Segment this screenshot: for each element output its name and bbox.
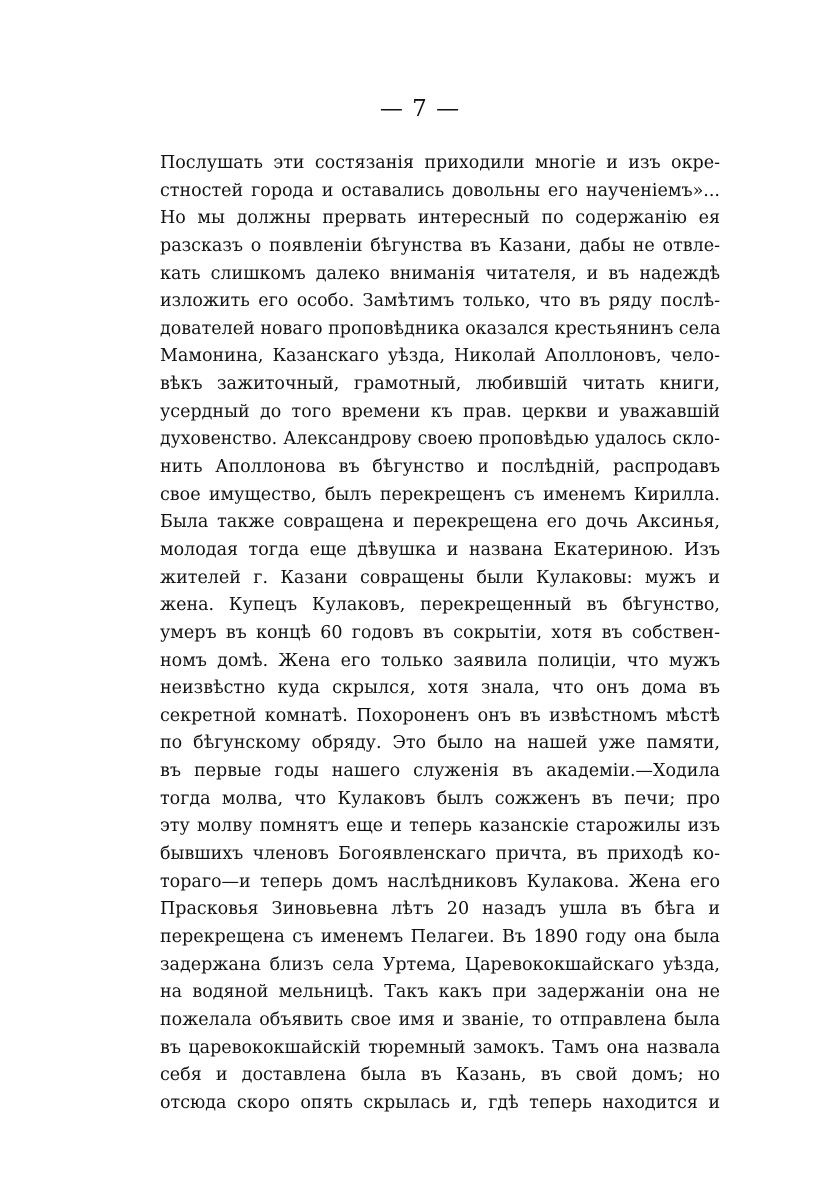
text-line: тогда молва, что Кулаковъ былъ сожженъ въ печи; про <box>160 788 720 809</box>
body-text <box>160 150 720 1117</box>
text-line: свое имущество, былъ перекрещенъ съ именемъ Кирилла. <box>160 484 720 505</box>
text-line: Была также совращена и перекрещена его дочь Аксинья, <box>160 512 720 533</box>
text-line: разсказъ о появленіи бѣгунства въ Казани, дабы не отвле- <box>160 235 720 256</box>
text-line: Прасковья Зиновьевна лѣтъ 20 назадъ ушла въ бѣга и <box>160 899 720 920</box>
text-line: перекрещена съ именемъ Пелагеи. Въ 1890 году она была <box>160 926 720 947</box>
text-line: нить Аполлонова въ бѣгунство и послѣдній, распродавъ <box>160 457 720 478</box>
text-line: въ первые годы нашего служенія въ академіи.—Ходила <box>160 761 720 782</box>
text-line: молодая тогда еще дѣвушка и названа Екатериною. Изъ <box>160 539 720 560</box>
page-number: — 7 — <box>379 96 461 122</box>
text-line: изложить его особо. Замѣтимъ только, что въ ряду послѣ- <box>160 291 720 312</box>
text-line: отсюда скоро опять скрылась и, гдѣ теперь находится и <box>160 1092 720 1113</box>
text-line: на водяной мельницѣ. Такъ какъ при задержаніи она не <box>160 982 720 1003</box>
text-line: духовенство. Александрову своею проповѣдью удалось скло- <box>160 429 720 450</box>
text-line: себя и доставлена была въ Казань, въ свой домъ; но <box>160 1065 720 1086</box>
text-line: бывшихъ членовъ Богоявленскаго причта, въ приходѣ ко- <box>160 844 720 865</box>
text-line: стностей города и оставались довольны его наученіемъ»... <box>160 180 720 201</box>
text-line: задержана близъ села Уртема, Царевококшайскаго уѣзда, <box>160 954 720 975</box>
text-line: Но мы должны прервать интересный по содержанію ея <box>160 208 720 229</box>
text-line: усердный до того времени къ прав. церкви и уважавшій <box>160 401 720 422</box>
text-line: секретной комнатѣ. Похороненъ онъ въ извѣстномъ мѣстѣ <box>160 705 720 726</box>
text-line: умеръ въ концѣ 60 годовъ въ сокрытіи, хотя въ собствен- <box>160 622 720 643</box>
text-line: номъ домѣ. Жена его только заявила полиціи, что мужъ <box>160 650 720 671</box>
text-line: Мамонина, Казанскаго уѣзда, Николай Аполлоновъ, чело- <box>160 346 720 367</box>
text-line: въ царевококшайскій тюремный замокъ. Тамъ она назвала <box>160 1037 720 1058</box>
text-line: эту молву помнятъ еще и теперь казанскіе старожилы изъ <box>160 816 720 837</box>
text-line: тораго—и теперь домъ наслѣдниковъ Кулакова. Жена его <box>160 871 720 892</box>
text-line: вѣкъ зажиточный, грамотный, любившій читать книги, <box>160 374 720 395</box>
text-line: дователей новаго проповѣдника оказался крестьянинъ села <box>160 318 720 339</box>
text-line: кать слишкомъ далеко вниманія читателя, и въ надеждѣ <box>160 263 720 284</box>
text-line: Послушать эти состязанія приходили многіе и изъ окре- <box>160 153 720 173</box>
text-line: жителей г. Казани совращены были Кулаковы: мужъ и <box>160 567 720 588</box>
text-line: жена. Купецъ Кулаковъ, перекрещенный въ бѣгунство, <box>160 595 720 616</box>
text-line: пожелала объявить свое имя и званіе, то отправлена была <box>160 1009 720 1030</box>
text-line: по бѣгунскому обряду. Это было на нашей уже памяти, <box>160 733 720 754</box>
text-line: неизвѣстно куда скрылся, хотя знала, что онъ дома въ <box>160 678 720 699</box>
